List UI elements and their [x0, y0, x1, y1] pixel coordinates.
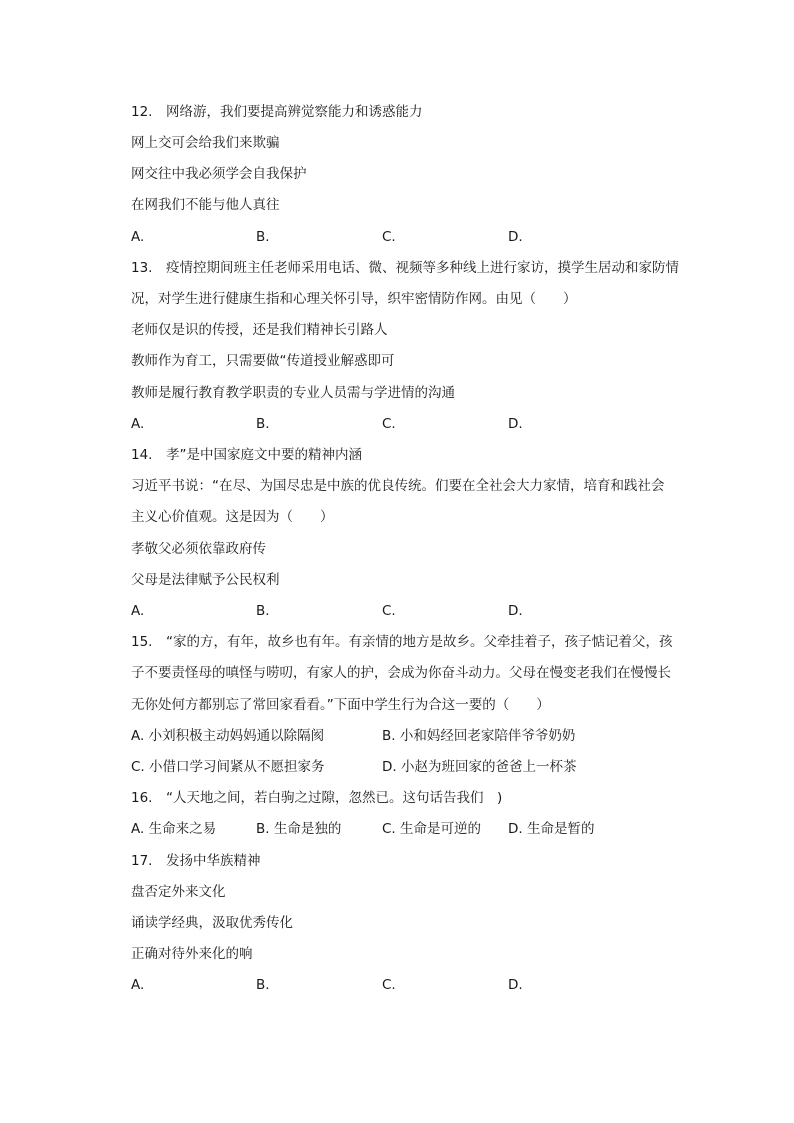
- q13-statement-3: 教师是履行教育教学职责的专业人员需与学进情的沟通: [131, 385, 455, 401]
- q13-option-c: C.: [382, 416, 396, 432]
- q13-stem-line-2: 况，对学生进行健康生指和心理关怀引导，织牢密情防作网。由见（ ）: [131, 291, 577, 307]
- q14-option-a: A.: [131, 603, 145, 619]
- q12-statement-1: 网上交可会给我们来欺骗: [131, 135, 280, 151]
- q12-option-c: C.: [382, 229, 396, 245]
- q15-option-a: A. 小刘积极主动妈妈通以除隔阂: [131, 728, 325, 744]
- q17-statement-3: 正确对待外来化的响: [131, 946, 253, 962]
- q15-stem-line-3: 无你处何方都别忘了常回家看看。”下面中学生行为合这一要的（ ）: [131, 697, 550, 713]
- q15-option-c: C. 小借口学习间紧从不愿担家务: [131, 759, 325, 775]
- q16-option-c: C. 生命是可逆的: [382, 821, 482, 837]
- q14-stem: 14. 孝”是中国家庭文中要的精神内涵: [131, 447, 362, 463]
- q12-option-a: A.: [131, 229, 145, 245]
- q16-option-d: D. 生命是暂的: [508, 821, 595, 837]
- q16-option-b: B. 生命是独的: [256, 821, 342, 837]
- q14-stem-line-2: 习近平书说：“在尽、为国尽忠是中族的优良传统。们要在全社会大力家情，培育和践社会: [131, 478, 665, 494]
- q17-option-d: D.: [508, 977, 523, 993]
- q15-stem-line-1: 15. “家的方，有年，故乡也有年。有亲情的地方是故乡。父牵挂着子，孩子惦记着父，孩: [131, 634, 673, 650]
- q12-statement-3: 在网我们不能与他人真往: [131, 197, 280, 213]
- q15-stem-line-2: 子不要责怪母的嗔怪与唠叨，有家人的护，会成为你奋斗动力。父母在慢变老我们在慢慢长: [131, 665, 671, 681]
- q15-option-b: B. 小和妈经回老家陪伴爷爷奶奶: [382, 728, 576, 744]
- q14-stem-line-3: 主义心价值观。这是因为（ ）: [131, 509, 334, 525]
- q14-statement-2: 父母是法律赋予公民权利: [131, 572, 280, 588]
- q13-statement-2: 教师作为育工，只需要做“传道授业解惑即可: [131, 353, 395, 369]
- q17-option-a: A.: [131, 977, 145, 993]
- q15-option-d: D. 小赵为班回家的爸爸上一杯茶: [382, 759, 577, 775]
- q13-stem-line-1: 13. 疫情控期间班主任老师采用电话、微、视频等多种线上进行家访，摸学生居动和家防情: [131, 260, 679, 276]
- q12-statement-2: 网交往中我必须学会自我保护: [131, 166, 307, 182]
- q17-option-b: B.: [256, 977, 270, 993]
- q14-option-c: C.: [382, 603, 396, 619]
- q12-stem: 12. 网络游，我们要提高辨觉察能力和诱惑能力: [131, 104, 423, 120]
- q14-option-b: B.: [256, 603, 270, 619]
- q16-stem: 16. “人天地之间，若白驹之过隙，忽然已。这句话告我们 ): [131, 790, 503, 806]
- q13-option-a: A.: [131, 416, 145, 432]
- q14-option-d: D.: [508, 603, 523, 619]
- q17-statement-2: 诵读学经典，汲取优秀传化: [131, 915, 293, 931]
- q14-statement-1: 孝敬父必须依靠政府传: [131, 541, 266, 557]
- q12-option-b: B.: [256, 229, 270, 245]
- q12-option-d: D.: [508, 229, 523, 245]
- q16-option-a: A. 生命来之易: [131, 821, 217, 837]
- q17-stem: 17. 发扬中华族精神: [131, 853, 261, 869]
- q13-statement-1: 老师仅是识的传授，还是我们精神长引路人: [131, 322, 388, 338]
- q17-statement-1: 盘否定外来文化: [131, 884, 226, 900]
- q13-option-b: B.: [256, 416, 270, 432]
- q17-option-c: C.: [382, 977, 396, 993]
- q13-option-d: D.: [508, 416, 523, 432]
